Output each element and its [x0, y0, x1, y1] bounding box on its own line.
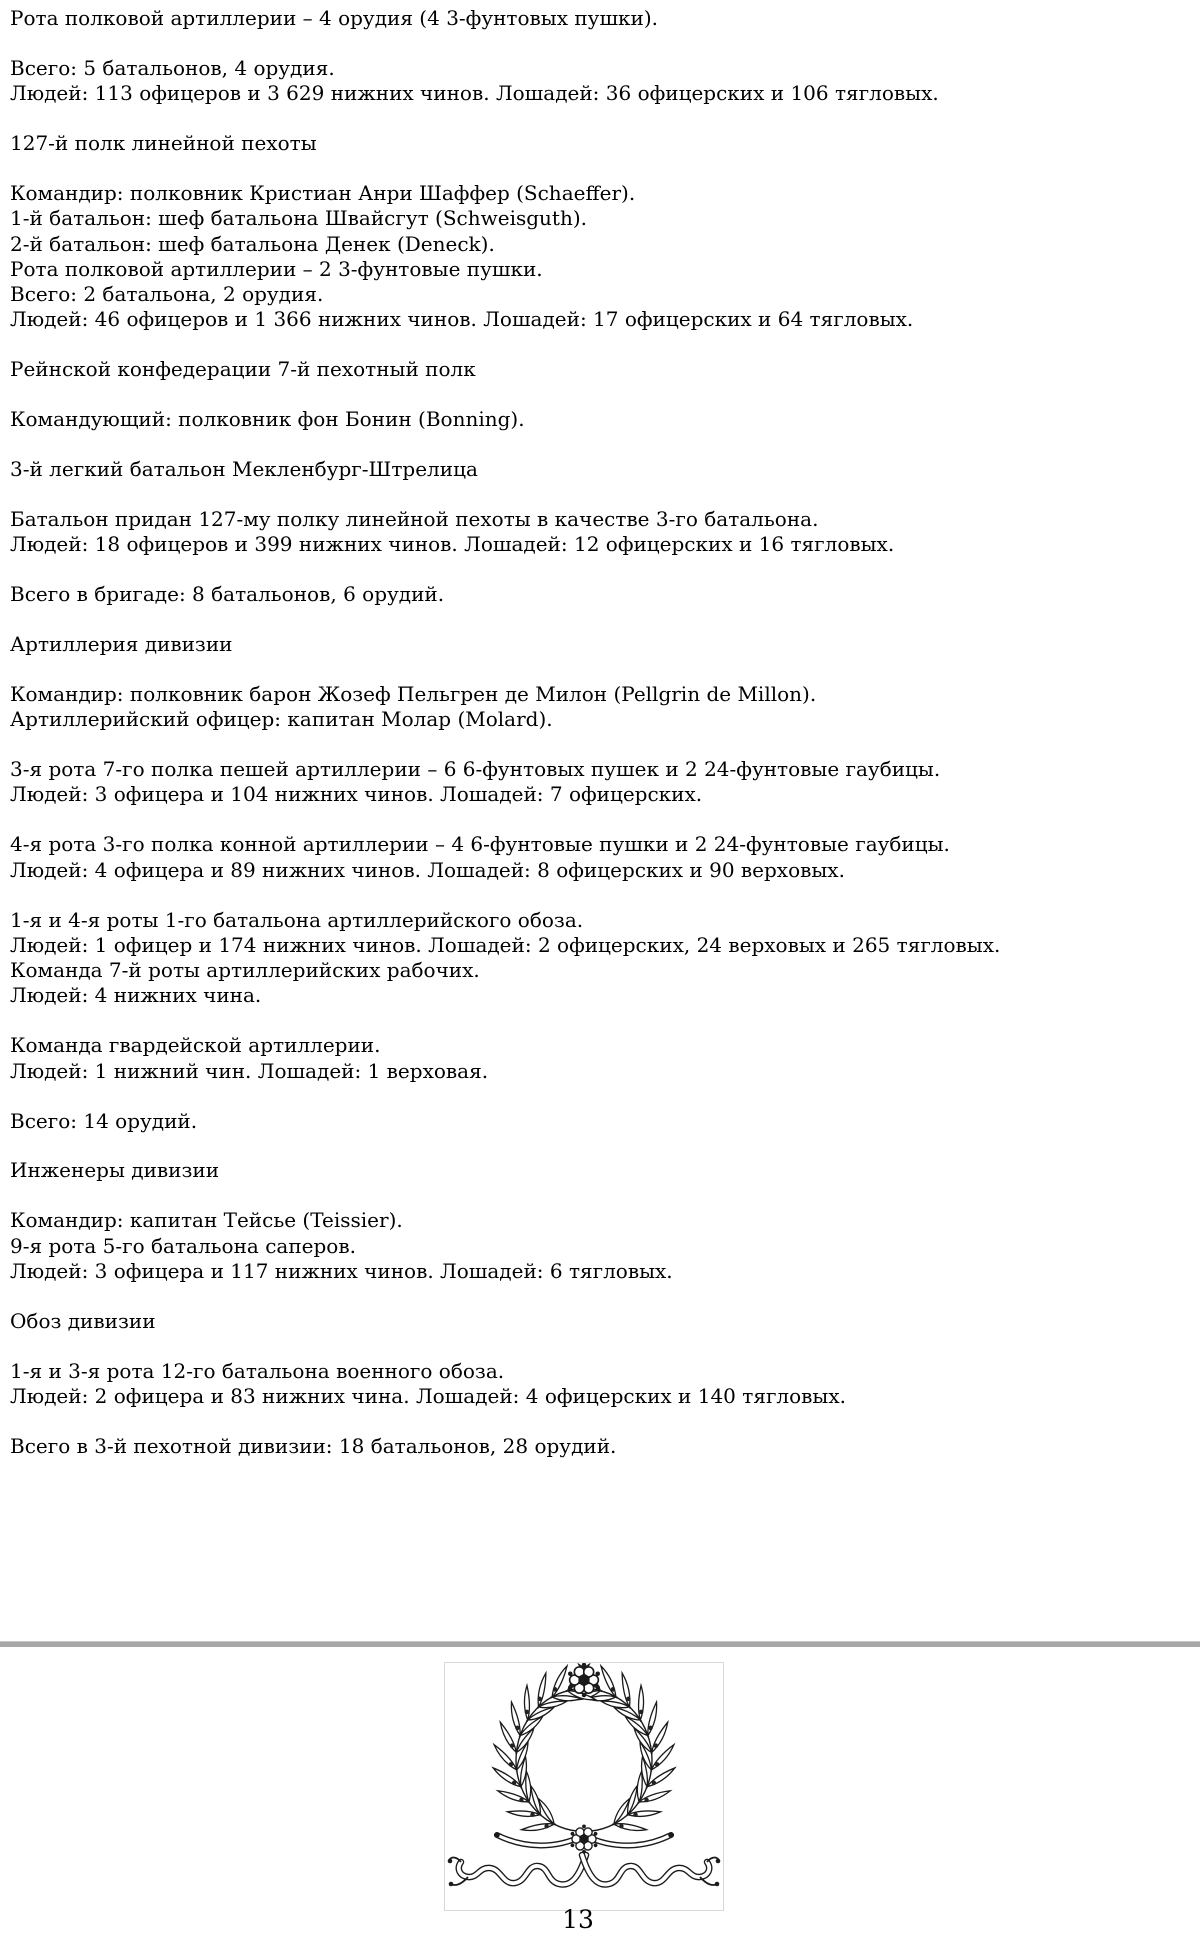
text-line: 1-я и 3-я рота 12-го батальона военного обоза.	[10, 1358, 505, 1383]
paragraph	[10, 1309, 1188, 1334]
laurel-wreath-image	[444, 1662, 724, 1911]
text-line: Людей: 113 офицеров и 3 629 нижних чинов. Лошадей: 36 офицерских и 106 тягловых.	[10, 81, 939, 106]
text-line: Всего в бригаде: 8 батальонов, 6 орудий.	[10, 582, 445, 607]
text-line: Людей: 3 офицера и 117 нижних чинов. Лошадей: 6 тягловых.	[10, 1258, 673, 1283]
text-line: Рота полковой артиллерии – 4 орудия (4 3-фунтовых пушки).	[10, 6, 659, 30]
text-line: Людей: 3 офицера и 104 нижних чинов. Лошадей: 7 офицерских.	[10, 782, 703, 807]
laurel-wreath-icon	[445, 1663, 723, 1910]
text-line: 127-й полк линейной пехоты	[10, 131, 317, 156]
text-line: 1-й батальон: шеф батальона Швайсгут (Schweisguth).	[10, 206, 587, 231]
paragraph	[10, 457, 1188, 482]
text-line: 3-я рота 7-го полка пешей артиллерии – 6 6-фунтовых пушек и 2 24-фунтовые гаубицы.	[10, 757, 941, 782]
text-line: Людей: 18 офицеров и 399 нижних чинов. Лошадей: 12 офицерских и 16 тягловых.	[10, 532, 895, 557]
paragraph	[10, 507, 1188, 558]
text-line: Всего: 2 батальона, 2 орудия.	[10, 282, 324, 307]
text-line: Всего: 5 батальонов, 4 орудия.	[10, 55, 335, 80]
paragraph	[10, 131, 1188, 156]
paragraph	[10, 1158, 1188, 1183]
paragraph	[10, 1109, 1188, 1134]
text-line: Командующий: полковник фон Бонин (Bonning).	[10, 407, 525, 432]
paragraph	[10, 1033, 1188, 1084]
text-line: Людей: 2 офицера и 83 нижних чина. Лошадей: 4 офицерских и 140 тягловых.	[10, 1383, 846, 1408]
paragraph	[10, 632, 1188, 657]
text-line: 4-я рота 3-го полка конной артиллерии – 4 6-фунтовые пушки и 2 24-фунтовые гаубицы.	[10, 832, 950, 857]
paragraph	[10, 582, 1188, 607]
paragraph	[10, 181, 1188, 333]
page-number: 13	[562, 1905, 594, 1934]
text-line: Людей: 4 офицера и 89 нижних чинов. Лошадей: 8 офицерских и 90 верховых.	[10, 857, 845, 882]
paragraph	[10, 357, 1188, 382]
text-line: 1-я и 4-я роты 1-го батальона артиллерийского обоза.	[10, 907, 584, 932]
text-line: Артиллерийский офицер: капитан Молар (Molard).	[10, 707, 553, 732]
paragraph	[10, 407, 1188, 432]
text-line: Команда 7-й роты артиллерийских рабочих.	[10, 958, 480, 983]
paragraph	[10, 1359, 1188, 1410]
text-line: Людей: 1 офицер и 174 нижних чинов. Лошадей: 2 офицерских, 24 верховых и 265 тягловых.	[10, 932, 1001, 957]
text-line: 2-й батальон: шеф батальона Денек (Deneck).	[10, 231, 495, 256]
text-line: Обоз дивизии	[10, 1308, 156, 1333]
text-line: 3-й легкий батальон Мекленбург-Штрелица	[10, 457, 478, 482]
text-line: Батальон придан 127-му полку линейной пехоты в качестве 3-го батальона.	[10, 507, 819, 532]
text-line: Командир: полковник барон Жозеф Пельгрен де Милон (Pellgrin de Millon).	[10, 681, 817, 706]
text-line: Всего: 14 орудий.	[10, 1108, 198, 1133]
text-line: Людей: 4 нижних чина.	[10, 983, 262, 1008]
paragraph	[10, 1208, 1188, 1284]
paragraph	[10, 56, 1188, 107]
paragraph	[10, 1434, 1188, 1459]
text-line: 9-я рота 5-го батальона саперов.	[10, 1233, 356, 1258]
text-line: Всего в 3-й пехотной дивизии: 18 батальонов, 28 орудий.	[10, 1433, 617, 1458]
text-line: Инженеры дивизии	[10, 1158, 220, 1183]
text-line: Рота полковой артиллерии – 2 3-фунтовые пушки.	[10, 256, 543, 281]
paragraph	[10, 757, 1188, 808]
paragraph	[10, 6, 1188, 31]
text-line: Людей: 1 нижний чин. Лошадей: 1 верховая.	[10, 1058, 489, 1083]
paragraph	[10, 682, 1188, 733]
page-divider	[0, 1641, 1200, 1647]
text-line: Артиллерия дивизии	[10, 632, 233, 657]
text-line: Командир: капитан Тейсье (Teissier).	[10, 1208, 403, 1233]
paragraph	[10, 832, 1188, 883]
text-line: Командир: полковник Кристиан Анри Шаффер (Schaeffer).	[10, 180, 636, 205]
paragraph	[10, 908, 1188, 1009]
text-line: Людей: 46 офицеров и 1 366 нижних чинов. Лошадей: 17 офицерских и 64 тягловых.	[10, 307, 914, 332]
text-line: Рейнской конфедерации 7-й пехотный полк	[10, 357, 476, 382]
text-line: Команда гвардейской артиллерии.	[10, 1033, 381, 1058]
